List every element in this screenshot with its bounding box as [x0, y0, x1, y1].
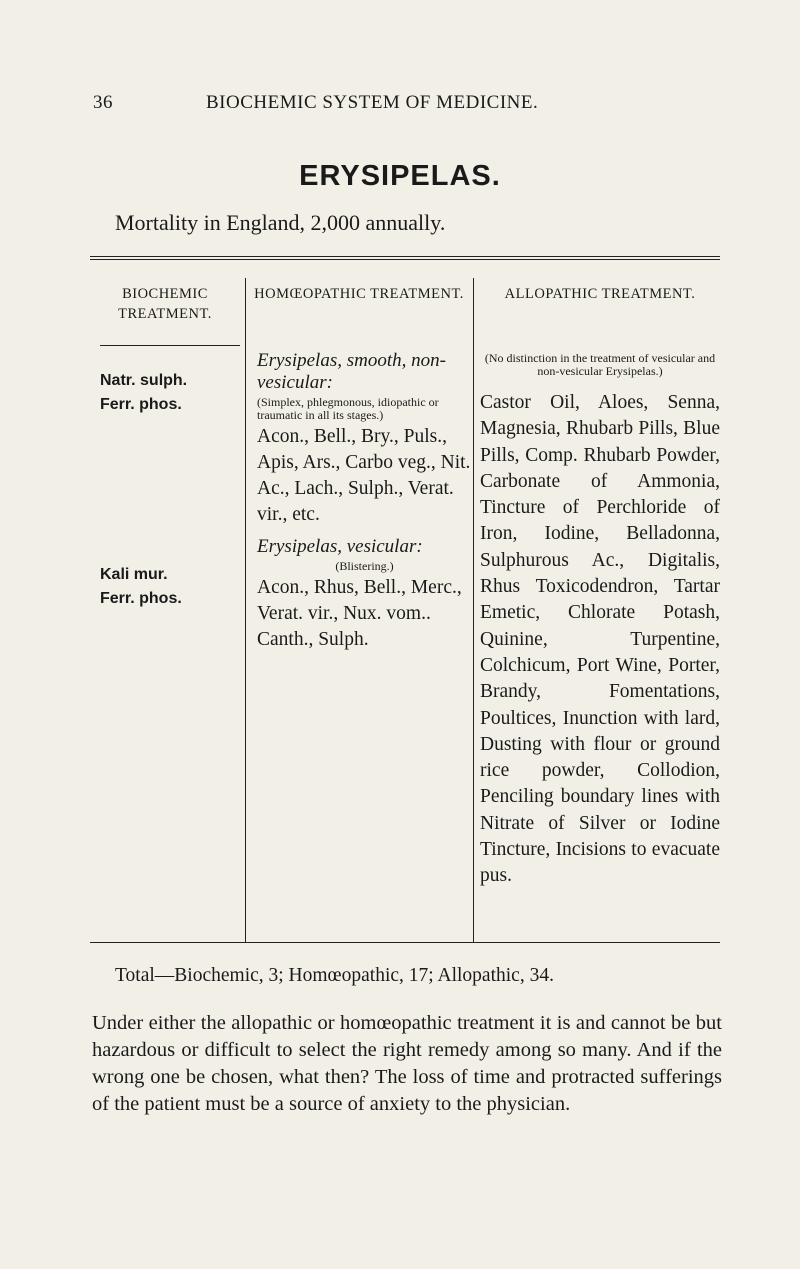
column-divider-1 — [245, 278, 246, 942]
allopathic-column — [480, 350, 720, 890]
homoeopathic-column-header: HOMŒOPATHIC TREATMENT. — [254, 286, 464, 302]
biochemic-group-vesicular — [100, 563, 182, 611]
biochemic-remedy: Natr. sulph. — [100, 372, 188, 389]
table-bottom-rule — [90, 942, 720, 943]
biochemic-column-header: BIOCHEMIC TREATMENT. — [118, 286, 212, 322]
mortality-subtitle: Mortality in England, 2,000 annually. — [115, 210, 446, 235]
biochemic-remedy: Ferr. phos. — [100, 590, 182, 607]
allopathic-remedies: Castor Oil, Aloes, Senna, Magnesia, Rhubarb Pills, Blue Pills, Comp. Rhubarb Powder, Carbonate of Ammonia, Tincture of Perchloride of Iron, Iodine, Belladonna, Sulphurous Ac., Digitalis, Rhus Toxicodendron, Tartar Emetic, Chlorate Potash, Quinine, Turpentine, Colchicum, Port Wine, Porter, Brandy, Fomentations, Poultices, Inunction with lard, Dusting with flour or ground rice powder, Collodion, Penciling boundary lines with Nitrate of Silver or Iodine Tincture, Incisions to evacuate pus. — [480, 392, 720, 887]
body-paragraph: Under either the allopathic or homœopathic treatment it is and cannot be but hazardous or difficult to select the right remedy among so many. And if the wrong one be chosen, what then? The loss of time and protracted sufferings of the patient must be a source of anxiety to the physician. — [92, 1012, 722, 1115]
column-divider-2 — [473, 278, 474, 942]
table-top-rule-double — [90, 259, 720, 260]
biochemic-group-smooth — [100, 369, 187, 417]
homoeopathic-section-heading: Erysipelas, smooth, non-vesicular: — [257, 350, 446, 393]
allopathic-column-header: ALLOPATHIC TREATMENT. — [504, 286, 696, 302]
biochemic-remedy: Kali mur. — [100, 566, 168, 583]
homoeopathic-remedies: Acon., Rhus, Bell., Merc., Verat. vir., Nux. vom.. Canth., Sulph. — [257, 577, 462, 650]
page-title: ERYSIPELAS. — [299, 160, 501, 192]
homoeopathic-column — [257, 350, 472, 653]
header-underline — [100, 345, 240, 346]
homoeopathic-section-heading: Erysipelas, vesicular: — [257, 536, 423, 557]
table-top-rule — [90, 256, 720, 257]
total-line: Total—Biochemic, 3; Homœopathic, 17; Allopathic, 34. — [115, 965, 554, 986]
running-title: BIOCHEMIC SYSTEM OF MEDICINE. — [206, 92, 539, 113]
page-number: 36 — [93, 92, 113, 113]
homoeopathic-remedies: Acon., Bell., Bry., Puls., Apis, Ars., Carbo veg., Nit. Ac., Lach., Sulph., Verat. vir., etc. — [257, 426, 471, 525]
allopathic-note: (No distinction in the treatment of vesicular and non-vesicular Erysipelas.) — [484, 351, 716, 378]
biochemic-remedy: Ferr. phos. — [100, 396, 182, 413]
homoeopathic-section-note: (Simplex, phlegmonous, idiopathic or traumatic in all its stages.) — [257, 395, 439, 422]
homoeopathic-section-note: (Blistering.) — [335, 559, 394, 573]
